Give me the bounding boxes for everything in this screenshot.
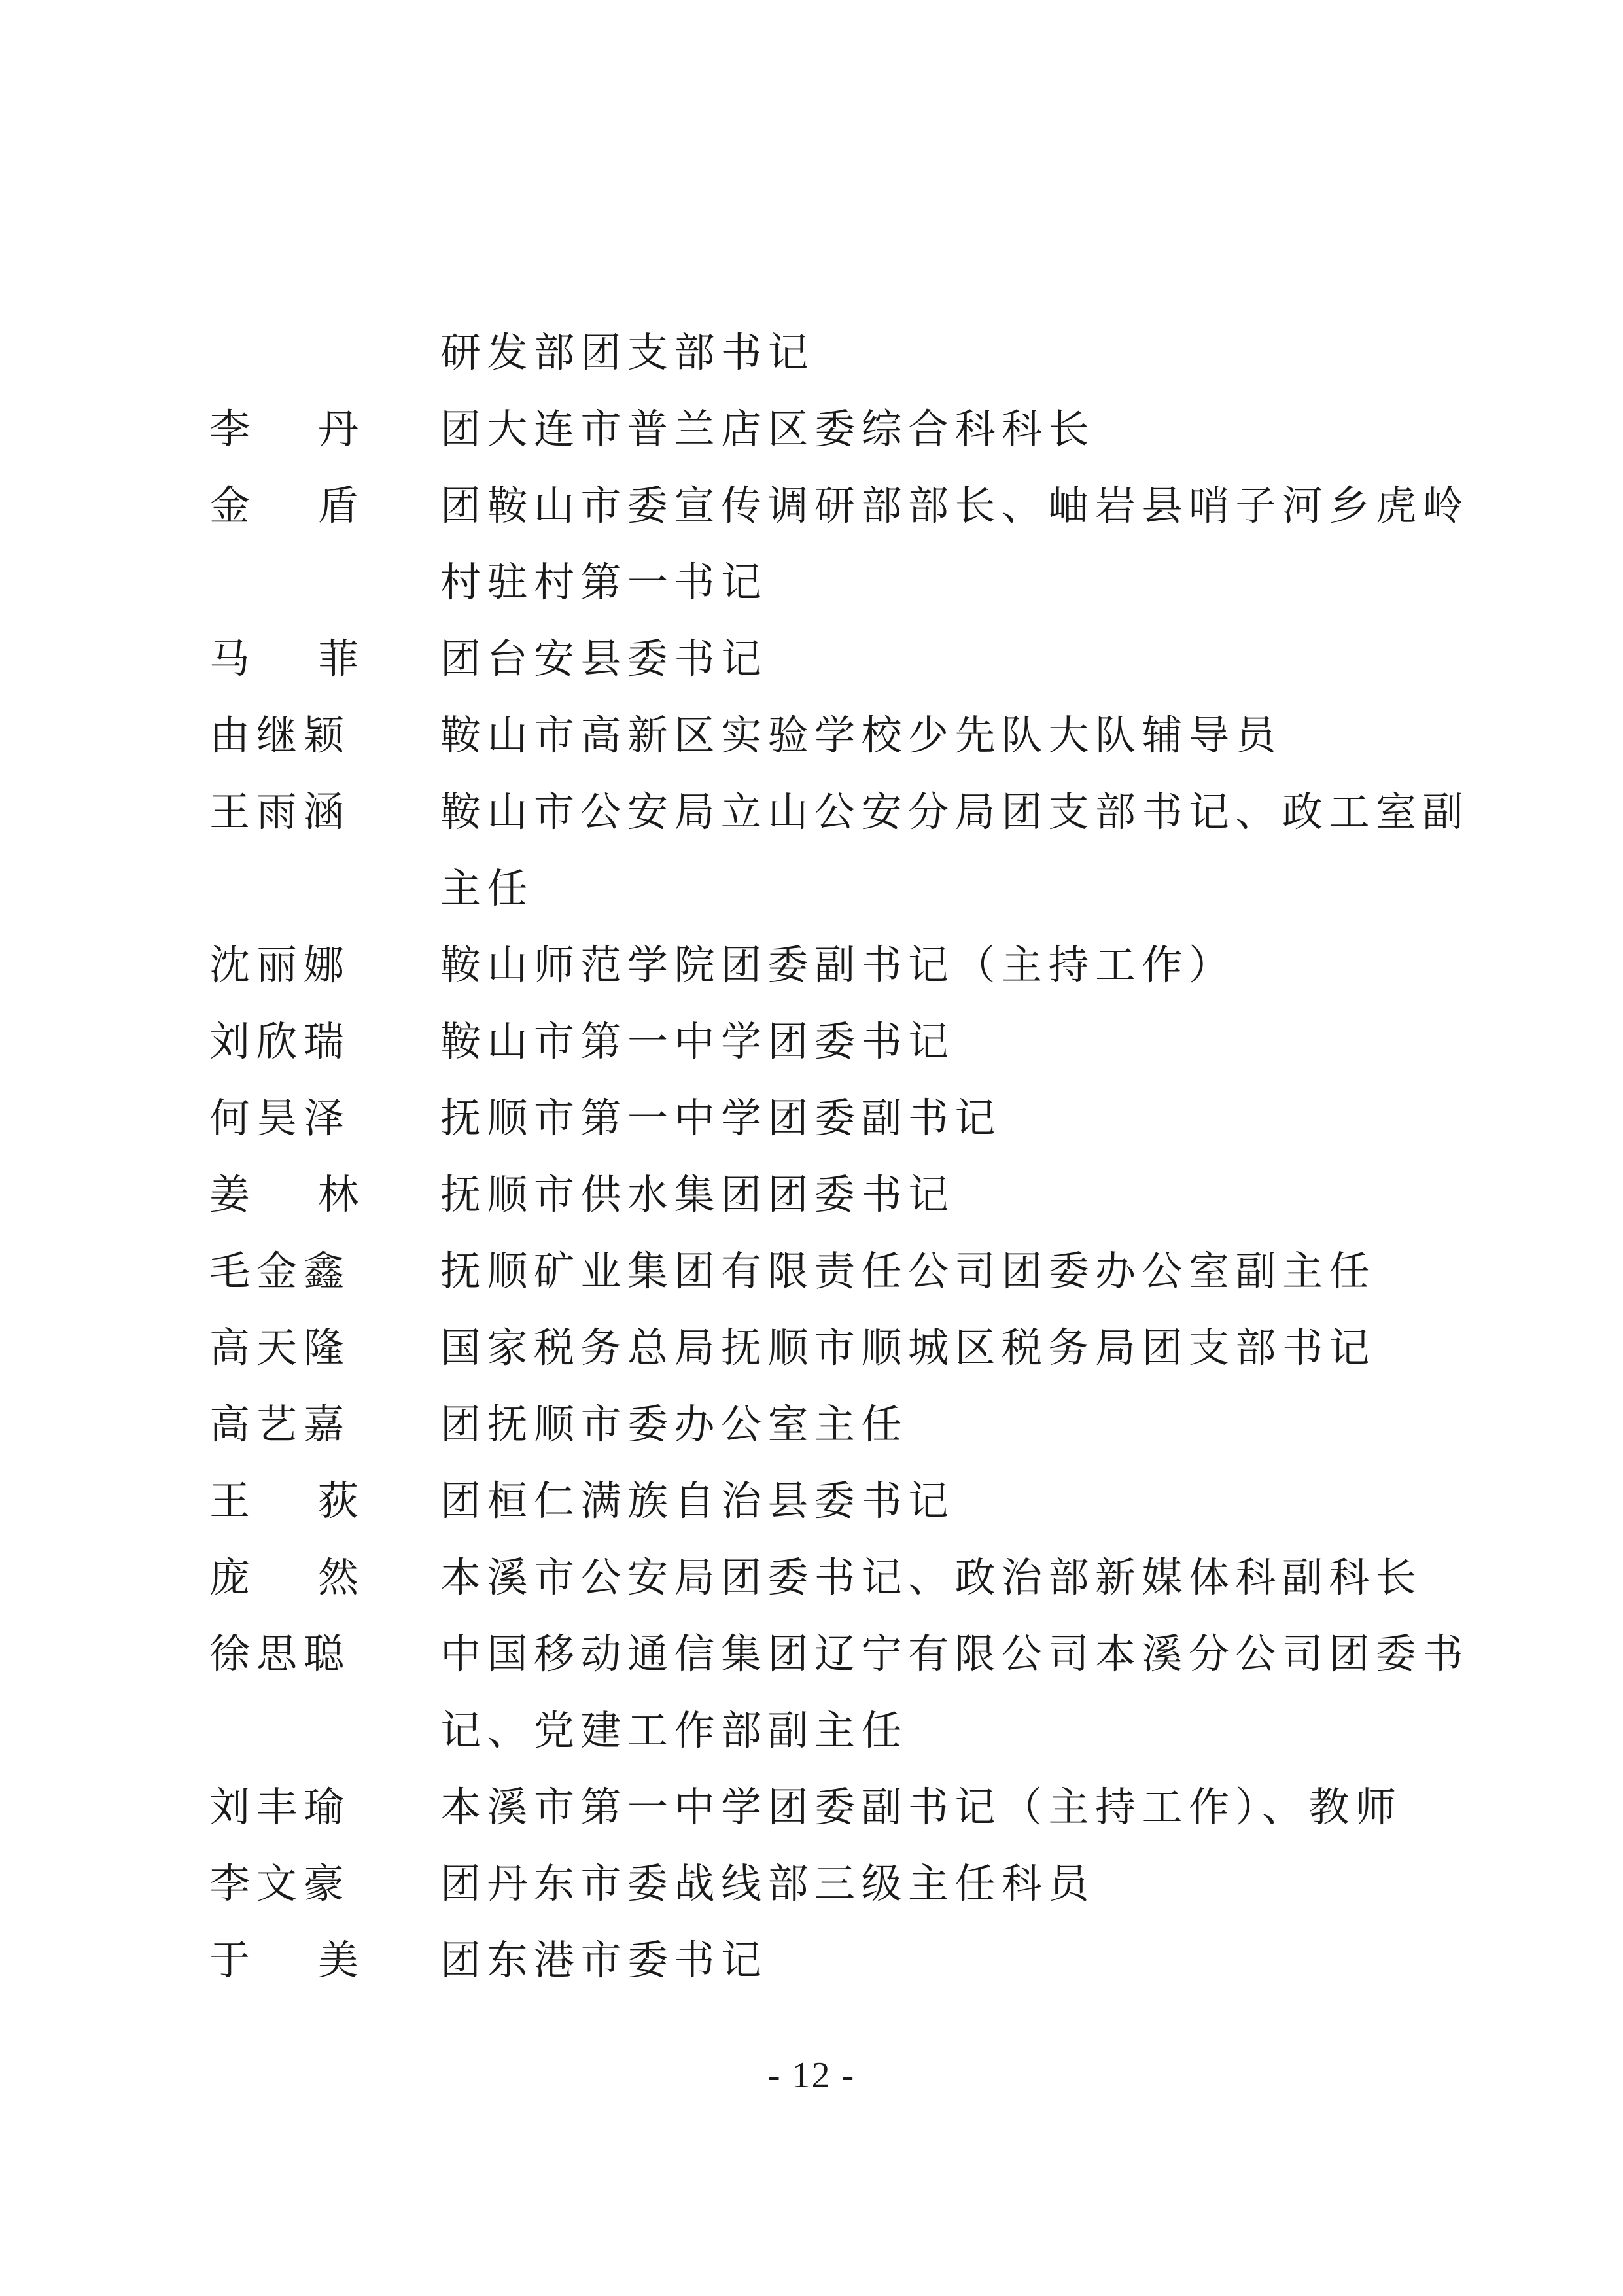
position-description: 本溪市公安局团委书记、政治部新媒体科副科长 — [440, 1553, 1423, 1601]
person-name: 王雨涵 — [209, 788, 351, 836]
list-item — [0, 1233, 1623, 1309]
list-item: 姜 林 抚顺市供水集团团委书记 — [0, 1156, 1623, 1233]
list-item — [0, 544, 1623, 620]
position-description: 国家税务总局抚顺市顺城区税务局团支部书记 — [440, 1324, 1376, 1371]
person-name: 沈丽娜 — [209, 941, 351, 989]
position-description: 团抚顺市委办公室主任 — [440, 1400, 909, 1448]
position-description: 团鞍山市委宣传调研部部长、岫岩县哨子河乡虎岭 — [440, 482, 1470, 529]
list-item — [0, 850, 1623, 927]
position-description: 抚顺矿业集团有限责任公司团委办公室副主任 — [440, 1247, 1376, 1295]
position-description: 抚顺市供水集团团委书记 — [440, 1171, 955, 1218]
position-description: 团东港市委书记 — [440, 1936, 768, 1984]
list-item — [0, 697, 1623, 773]
position-description: 主任 — [440, 864, 534, 912]
list-item — [0, 1386, 1623, 1462]
position-description: 团台安县委书记 — [440, 635, 768, 682]
list-item: 王 荻 团桓仁满族自治县委书记 — [0, 1462, 1623, 1539]
person-name: 高天隆 — [209, 1324, 351, 1371]
position-description: 抚顺市第一中学团委副书记 — [440, 1094, 1002, 1142]
list-item: 于 美 团东港市委书记 — [0, 1922, 1623, 1998]
list-item — [0, 1080, 1623, 1156]
position-description: 鞍山师范学院团委副书记（主持工作） — [440, 941, 1236, 989]
position-description: 鞍山市第一中学团委书记 — [440, 1017, 955, 1065]
position-description: 团大连市普兰店区委综合科科长 — [440, 405, 1096, 453]
list-item — [0, 1616, 1623, 1692]
position-description: 本溪市第一中学团委副书记（主持工作）、教师 — [440, 1783, 1403, 1831]
position-description: 团桓仁满族自治县委书记 — [440, 1477, 955, 1525]
position-description: 鞍山市高新区实验学校少先队大队辅导员 — [440, 711, 1283, 759]
position-description: 研发部团支部书记 — [440, 328, 815, 376]
person-name: 毛金鑫 — [209, 1247, 351, 1295]
list-item — [0, 1769, 1623, 1845]
list-item: 庞 然 本溪市公安局团委书记、政治部新媒体科副科长 — [0, 1539, 1623, 1616]
person-name: 李文豪 — [209, 1860, 351, 1907]
position-description: 鞍山市公安局立山公安分局团支部书记、政工室副 — [440, 788, 1470, 836]
list-item — [0, 1309, 1623, 1386]
person-name: 徐思聪 — [209, 1630, 351, 1678]
person-name: 高艺嘉 — [209, 1400, 351, 1448]
person-name: 刘欣瑞 — [209, 1017, 351, 1065]
page-number: - 12 - — [767, 2055, 856, 2096]
person-name: 何昊泽 — [209, 1094, 351, 1142]
list-item: 金 盾 团鞍山市委宣传调研部部长、岫岩县哨子河乡虎岭 — [0, 467, 1623, 544]
list-item — [0, 314, 1623, 391]
position-description: 村驻村第一书记 — [440, 558, 768, 606]
list-item: 马 菲 团台安县委书记 — [0, 620, 1623, 697]
list-item — [0, 927, 1623, 1003]
list-item — [0, 1845, 1623, 1922]
list-item — [0, 773, 1623, 850]
list-item — [0, 1003, 1623, 1080]
position-description: 团丹东市委战线部三级主任科员 — [440, 1860, 1096, 1907]
person-name: 刘丰瑜 — [209, 1783, 351, 1831]
position-description: 记、党建工作部副主任 — [440, 1706, 909, 1754]
list-item: 李 丹 团大连市普兰店区委综合科科长 — [0, 391, 1623, 467]
person-name: 由继颖 — [209, 711, 351, 759]
member-list — [0, 314, 1623, 1998]
list-item — [0, 1692, 1623, 1769]
position-description: 中国移动通信集团辽宁有限公司本溪分公司团委书 — [440, 1630, 1470, 1678]
